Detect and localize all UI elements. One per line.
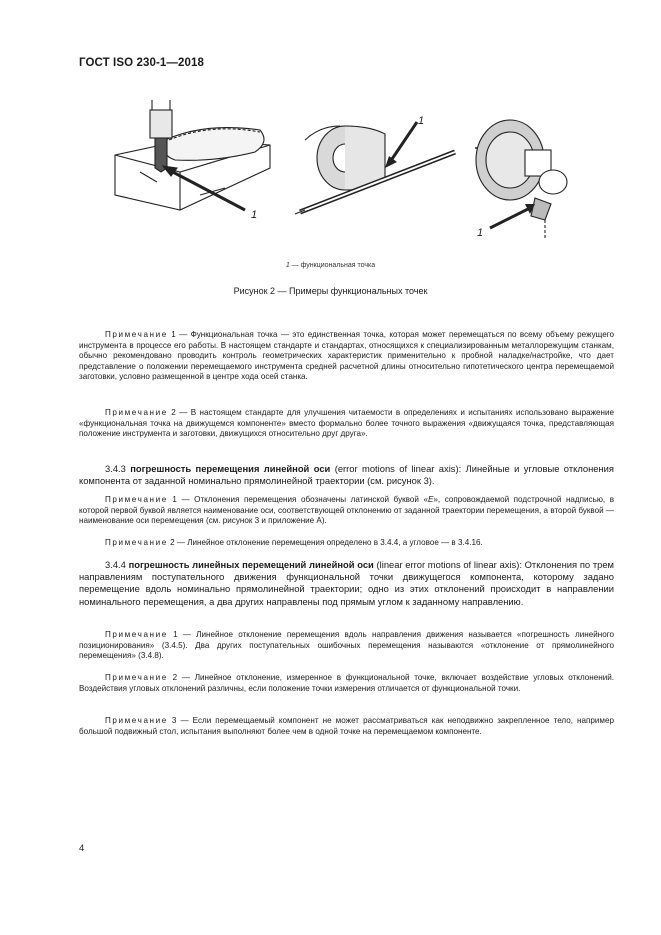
clause-term: погрешность линейных перемещений линейной оси: [128, 559, 374, 570]
clause-3-4-4-note-1: [79, 630, 614, 662]
clause-3-4-4-note-3: [79, 716, 614, 737]
figure-legend: [0, 262, 661, 269]
note-text: 2 — В настоящем стандарте для улучшения читаемости в определениях и испытаниях использовано выражение «функциональная точка на движущемся компоненте» вместо формально более точного выражения «движущаяся точка, представляющая положение инструмента и заготовки, движущихся относительно друг друга».: [79, 408, 614, 439]
clause-number: 3.4.3: [105, 463, 131, 474]
note-label: Примечание: [105, 716, 168, 725]
clause-definition: (error motions of linear axis): Линейные и угловые отклонения компонента от заданной номинально прямолинейной траектории (см. рисунок 3).: [79, 463, 614, 487]
clause-3-4-3-note-1: [79, 495, 614, 527]
note-1-functional-point: [79, 330, 614, 383]
note-label: Примечание: [105, 538, 168, 547]
clause-3-4-4: [79, 559, 614, 608]
clause-number: 3.4.4: [105, 559, 129, 570]
figure-caption: Рисунок 2 — Примеры функциональных точек: [233, 286, 428, 296]
note-label: Примечание: [105, 673, 168, 682]
grinding-illustration: [295, 126, 485, 214]
clause-3-4-4-note-2: [79, 673, 614, 694]
chuck-illustration: [476, 120, 567, 238]
note-text: 1 — Функциональная точка — это единственная точка, которая может перемещаться по всему объему режущего инструмента в процессе его работы. В настоящем стандарте и стандартах, относящихся к специализированным металлорежущим станкам, обычно рекомендовано проводить контроль геометрических характеристик применительно к пробной наладке/настройке, что дает представление о положении перемещаемого инструмента средней расчетной длины относительно гипотетического центра перемещаемой заготовки, условно размещенной в центре хода осей станка.: [79, 330, 614, 382]
functional-points-figure: [105, 100, 585, 250]
legend-number: 1: [285, 262, 290, 269]
note-symbol-e: E: [428, 495, 434, 504]
milling-illustration: [115, 100, 270, 210]
note-label: Примечание: [105, 495, 168, 504]
note-text: 2 — Линейное отклонение перемещения определено в 3.4.4, а угловое — в 3.4.16.: [167, 538, 483, 547]
clause-3-4-3: [79, 463, 614, 487]
document-code-header: ГОСТ ISO 230-1—2018: [79, 57, 204, 69]
note-text: 1 — Отклонения перемещения обозначены латинской буквой «: [167, 495, 428, 504]
note-text: 1 — Линейное отклонение перемещения вдоль направления движения называется «погрешность линейного позиционирования» (3.4.5). Два других поступательных ошибочных перемещения называются «отклонение от прямолинейного перемещения» (3.4.8).: [79, 630, 614, 661]
note-label: Примечание: [105, 330, 168, 339]
page-number: 4: [79, 843, 85, 854]
note-2-functional-point: [79, 408, 614, 440]
callout-1-left: 1: [251, 209, 258, 221]
callout-1-middle: 1: [418, 115, 425, 127]
clause-3-4-3-note-2: [79, 538, 614, 549]
clause-definition: (linear error motions of linear axis): Отклонения по трем направлениям поступательного движения функциональной точки движущегося компонента, которому задано перемещение вдоль номинально прямолинейной траектории; одно из этих отклонений происходит в направлении номинального перемещения, а два других направлены под прямым углом к заданному направлению.: [79, 559, 614, 607]
clause-term: погрешность перемещения линейной оси: [130, 463, 331, 474]
note-label: Примечание: [105, 408, 168, 417]
note-text: », сопровождаемой подстрочной надписью, в которой первой буквой является наименование оси, соответствующей отклонению от заданной траектории перемещения, а второй буквой — наименование оси перемещения (см. рисунок 3 и приложение А).: [79, 495, 615, 526]
note-text: 2 — Линейное отклонение, измеренное в функциональной точке, включает воздействие угловых отклонений. Воздействия угловых отклонений различны, если положение точки измерения отличается от функциональной точки.: [79, 673, 614, 693]
note-text: 3 — Если перемещаемый компонент не может рассматриваться как неподвижно закрепленное тело, например большой подвижный стол, испытания выполняют более чем в одной точке на перемещаемом компоненте.: [79, 716, 614, 736]
note-label: Примечание: [105, 630, 168, 639]
callout-1-right: 1: [477, 227, 484, 239]
legend-text: — функциональная точка: [289, 262, 376, 269]
